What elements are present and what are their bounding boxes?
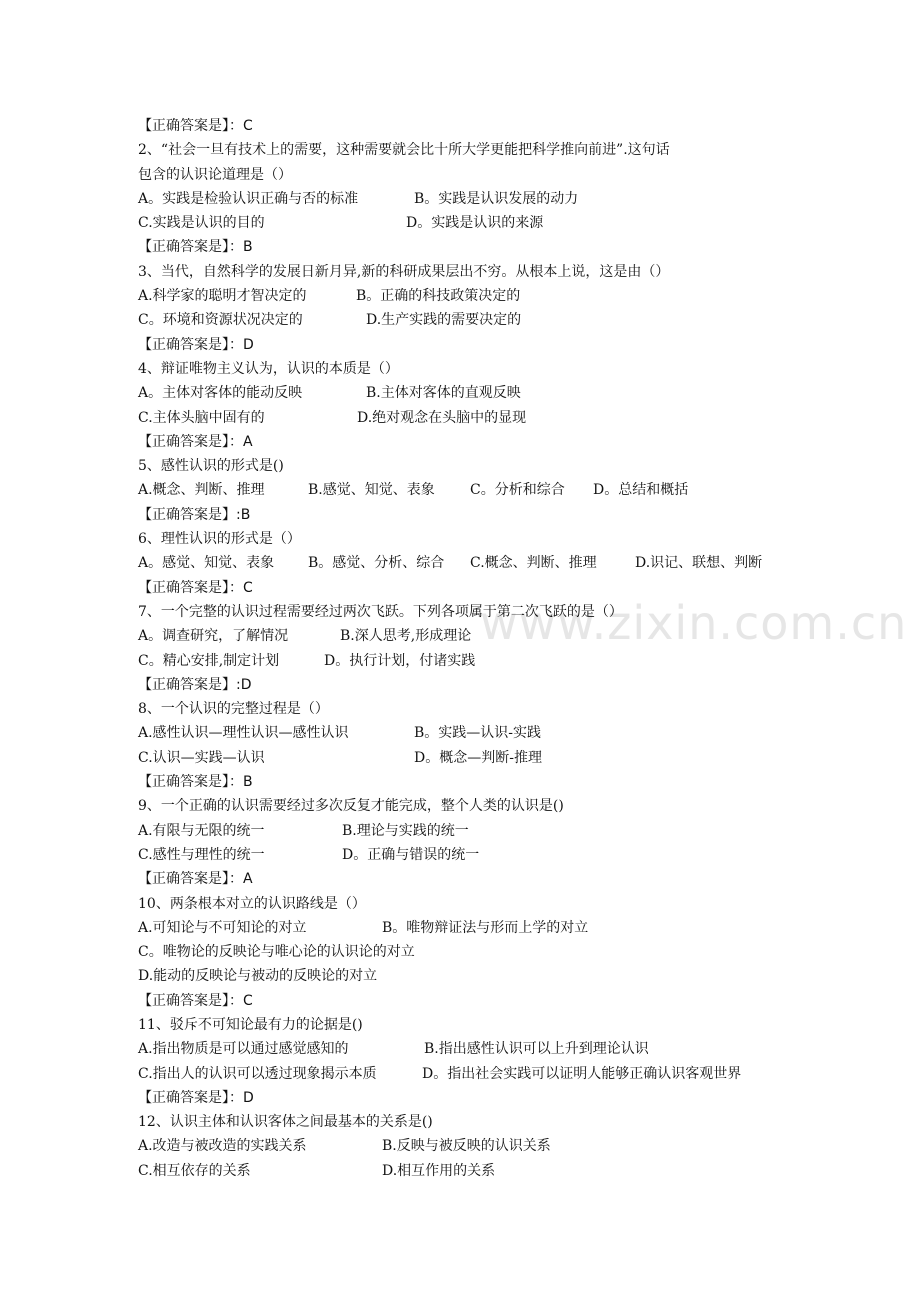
question-2-options-ab: [138, 187, 798, 211]
option-a: A.科学家的聪明才智决定的: [138, 288, 307, 305]
question-8-stem: 8、一个认识的完整过程是（）: [138, 701, 329, 718]
question-9-options-ab: [138, 819, 798, 843]
question-7-options-ab: [138, 624, 798, 648]
question-2-options-cd: [138, 211, 798, 235]
option-a: A.有限与无限的统一: [138, 822, 265, 839]
option-b: B.感觉、知觉、表象: [308, 482, 435, 499]
question-7-options-cd: [138, 649, 798, 673]
question-2-stem-line-1: 2、“社会一旦有技术上的需要，这种需要就会比十所大学更能把科学推向前进”.这句话: [138, 142, 670, 159]
question-12-stem: 12、认识主体和认识客体之间最基本的关系是(): [138, 1114, 433, 1131]
answer-q1: 【正确答案是】：C: [138, 118, 253, 134]
option-d: D。执行计划，付诸实践: [324, 652, 476, 669]
option-b: B。实践—认识-实践: [414, 725, 542, 742]
option-c: C。环境和资源状况决定的: [138, 312, 303, 329]
answer-q9: 【正确答案是】：A: [138, 871, 253, 888]
question-5-options: [138, 478, 798, 502]
answer-q7: 【正确答案是】:D: [138, 676, 252, 693]
question-7-stem: 7、一个完整的认识过程需要经过两次飞跃。下列各项属于第二次飞跃的是（）: [138, 603, 623, 620]
option-c: C.实践是认识的目的: [138, 215, 265, 232]
question-8-options-ab: [138, 721, 798, 745]
question-8-options-cd: [138, 746, 798, 770]
answer-q6: 【正确答案是】：C: [138, 579, 253, 596]
question-6-stem: 6、理性认识的形式是（）: [138, 531, 301, 548]
option-c: C。精心安排,制定计划: [138, 652, 280, 669]
question-2-stem-line-2: 包含的认识论道理是（）: [138, 166, 292, 183]
question-11-options-cd: [138, 1062, 798, 1086]
answer-q10: 【正确答案是】：C: [138, 992, 253, 1009]
option-b: B.指出感性认识可以上升到理论认识: [424, 1041, 649, 1058]
option-a: A。主体对客体的能动反映: [138, 385, 303, 402]
question-6-options: [138, 551, 798, 575]
question-4-options-cd: [138, 406, 798, 430]
option-a: A.可知论与不可知论的对立: [138, 919, 307, 936]
option-a: A.改造与被改造的实践关系: [138, 1138, 307, 1155]
option-d: D。概念—判断-推理: [414, 749, 542, 766]
option-d: D。正确与错误的统一: [342, 846, 480, 863]
question-3-stem: 3、当代，自然科学的发展日新月异,新的科研成果层出不穷。从根本上说，这是由（）: [138, 263, 670, 280]
question-11-stem: 11、驳斥不可知论最有力的论据是(): [138, 1016, 363, 1033]
question-12-options-cd: [138, 1159, 798, 1183]
option-d: D.相互作用的关系: [382, 1162, 496, 1179]
question-9-options-cd: [138, 843, 798, 867]
answer-q8: 【正确答案是】：B: [138, 774, 253, 791]
option-c: C.指出人的认识可以透过现象揭示本质: [138, 1065, 377, 1082]
question-3-options-cd: [138, 308, 798, 332]
option-b: B.反映与被反映的认识关系: [382, 1138, 551, 1155]
question-4-stem: 4、辩证唯物主义认为，认识的本质是（）: [138, 360, 399, 377]
option-d: D。指出社会实践可以证明人能够正确认识客观世界: [422, 1065, 742, 1082]
question-12-options-ab: [138, 1134, 798, 1158]
answer-q11: 【正确答案是】：D: [138, 1089, 254, 1106]
option-b: B。实践是认识发展的动力: [414, 190, 579, 207]
option-d: D.生产实践的需要决定的: [366, 312, 522, 329]
option-b: B.深人思考,形成理论: [340, 628, 472, 645]
option-a: A.概念、判断、推理: [138, 482, 265, 499]
option-d: D.识记、联想、判断: [635, 555, 763, 572]
option-a: A。实践是检验认识正确与否的标准: [138, 190, 359, 207]
option-d: D。实践是认识的来源: [406, 215, 544, 232]
option-a: A。感觉、知觉、表象: [138, 555, 275, 572]
option-c: C.主体头脑中固有的: [138, 409, 265, 426]
option-d: D。总结和概括: [593, 482, 689, 499]
option-c: C.相互依存的关系: [138, 1162, 251, 1179]
option-c: C.认识—实践—认识: [138, 749, 265, 766]
option-b: B。感觉、分析、综合: [308, 555, 445, 572]
option-a: A.指出物质是可以通过感觉感知的: [138, 1041, 349, 1058]
question-3-options-ab: [138, 284, 798, 308]
option-b: B。唯物辩证法与形而上学的对立: [382, 919, 589, 936]
answer-q2: 【正确答案是】：B: [138, 239, 253, 256]
question-10-options-ab: [138, 916, 798, 940]
option-d: D.绝对观念在头脑中的显现: [357, 409, 527, 426]
answer-q4: 【正确答案是】：A: [138, 433, 253, 450]
watermark: www.zixin.com.cn: [480, 596, 908, 650]
option-c: C。分析和综合: [470, 482, 565, 499]
option-b: B.主体对客体的直观反映: [366, 385, 521, 402]
question-10-stem: 10、两条根本对立的认识路线是（）: [138, 895, 366, 912]
question-4-options-ab: [138, 381, 798, 405]
answer-q3: 【正确答案是】：D: [138, 336, 254, 353]
option-c: C.感性与理性的统一: [138, 846, 265, 863]
question-10-option-d: D.能动的反映论与被动的反映论的对立: [138, 968, 378, 985]
option-a: A.感性认识—理性认识—感性认识: [138, 725, 349, 742]
option-b: B。正确的科技政策决定的: [356, 288, 521, 305]
question-9-stem: 9、一个正确的认识需要经过多次反复才能完成，整个人类的认识是(): [138, 798, 564, 815]
question-5-stem: 5、感性认识的形式是(): [138, 458, 284, 475]
option-b: B.理论与实践的统一: [342, 822, 469, 839]
question-list: [138, 114, 798, 1183]
question-11-options-ab: [138, 1037, 798, 1061]
option-a: A。调查研究，了解情况: [138, 628, 289, 645]
option-c: C.概念、判断、推理: [470, 555, 597, 572]
question-10-option-c: C。唯物论的反映论与唯心论的认识论的对立: [138, 944, 415, 961]
answer-q5: 【正确答案是】:B: [138, 506, 251, 523]
